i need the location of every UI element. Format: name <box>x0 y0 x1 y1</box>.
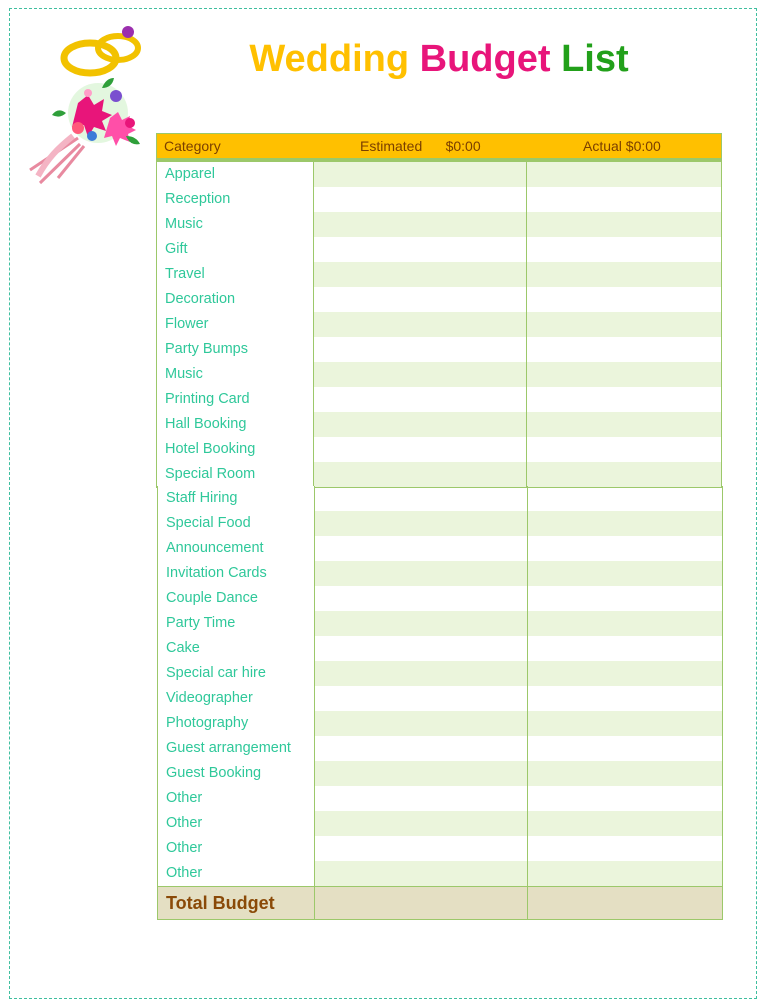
total-actual-cell[interactable] <box>528 887 722 919</box>
category-label: Apparel <box>157 162 314 187</box>
title-word-list: List <box>561 38 629 80</box>
category-label: Guest Booking <box>158 761 315 786</box>
table-row <box>157 362 721 387</box>
budget-table-part1 <box>156 133 722 488</box>
table-row <box>158 611 722 636</box>
table-row <box>158 786 722 811</box>
table-row <box>157 437 721 462</box>
actual-cell[interactable] <box>527 462 721 487</box>
category-label: Photography <box>158 711 315 736</box>
estimated-cell[interactable] <box>314 287 527 312</box>
estimated-cell[interactable] <box>314 212 527 237</box>
actual-cell[interactable] <box>528 561 722 586</box>
category-label: Staff Hiring <box>158 486 315 511</box>
title-word-wedding: Wedding <box>249 38 410 80</box>
category-label: Decoration <box>157 287 314 312</box>
actual-cell[interactable] <box>528 586 722 611</box>
table-rows-part1 <box>157 162 721 488</box>
category-label: Travel <box>157 262 314 287</box>
category-label: Gift <box>157 237 314 262</box>
actual-cell[interactable] <box>527 287 721 312</box>
actual-cell[interactable] <box>527 262 721 287</box>
actual-cell[interactable] <box>527 187 721 212</box>
total-label: Total Budget <box>158 887 315 919</box>
total-estimated-cell[interactable] <box>315 887 528 919</box>
estimated-cell[interactable] <box>315 836 528 861</box>
table-row <box>157 412 721 437</box>
table-row <box>158 636 722 661</box>
estimated-cell[interactable] <box>314 437 527 462</box>
wedding-rings-bouquet-icon <box>18 18 148 188</box>
actual-cell[interactable] <box>527 312 721 337</box>
actual-cell[interactable] <box>528 761 722 786</box>
estimated-cell[interactable] <box>315 861 528 886</box>
table-row <box>158 861 722 886</box>
category-label: Flower <box>157 312 314 337</box>
estimated-cell[interactable] <box>315 686 528 711</box>
estimated-cell[interactable] <box>315 561 528 586</box>
actual-cell[interactable] <box>528 686 722 711</box>
estimated-cell[interactable] <box>314 262 527 287</box>
actual-cell[interactable] <box>527 162 721 187</box>
estimated-cell[interactable] <box>315 536 528 561</box>
actual-cell[interactable] <box>528 786 722 811</box>
actual-cell[interactable] <box>528 711 722 736</box>
category-label: Printing Card <box>157 387 314 412</box>
table-row <box>157 237 721 262</box>
actual-cell[interactable] <box>527 237 721 262</box>
category-label: Music <box>157 212 314 237</box>
total-row <box>158 886 722 920</box>
actual-cell[interactable] <box>527 337 721 362</box>
category-label: Music <box>157 362 314 387</box>
estimated-cell[interactable] <box>315 711 528 736</box>
table-row <box>158 586 722 611</box>
estimated-cell[interactable] <box>315 736 528 761</box>
category-label: Other <box>158 811 315 836</box>
header-estimated: Estimated $0:00 <box>360 138 481 154</box>
table-row <box>158 836 722 861</box>
estimated-cell[interactable] <box>315 811 528 836</box>
category-label: Cake <box>158 636 315 661</box>
actual-cell[interactable] <box>528 736 722 761</box>
table-row <box>157 337 721 362</box>
table-row <box>157 462 721 488</box>
estimated-cell[interactable] <box>315 511 528 536</box>
table-row <box>158 561 722 586</box>
table-row <box>158 811 722 836</box>
estimated-cell[interactable] <box>314 237 527 262</box>
table-row <box>158 761 722 786</box>
estimated-cell[interactable] <box>314 187 527 212</box>
estimated-cell[interactable] <box>315 661 528 686</box>
actual-cell[interactable] <box>527 437 721 462</box>
actual-cell[interactable] <box>527 212 721 237</box>
category-label: Hotel Booking <box>157 437 314 462</box>
category-label: Special car hire <box>158 661 315 686</box>
estimated-cell[interactable] <box>315 761 528 786</box>
category-label: Guest arrangement <box>158 736 315 761</box>
estimated-cell[interactable] <box>314 337 527 362</box>
actual-cell[interactable] <box>528 811 722 836</box>
actual-cell[interactable] <box>528 536 722 561</box>
estimated-cell[interactable] <box>314 387 527 412</box>
category-label: Other <box>158 786 315 811</box>
estimated-cell[interactable] <box>315 586 528 611</box>
actual-cell[interactable] <box>528 636 722 661</box>
actual-cell[interactable] <box>528 511 722 536</box>
table-row <box>157 187 721 212</box>
table-row <box>158 736 722 761</box>
title-word-budget: Budget <box>419 38 551 80</box>
table-row <box>158 511 722 536</box>
category-label: Party Bumps <box>157 337 314 362</box>
actual-cell[interactable] <box>527 362 721 387</box>
table-row <box>158 661 722 686</box>
table-row <box>158 486 722 511</box>
table-row <box>158 686 722 711</box>
estimated-cell[interactable] <box>315 611 528 636</box>
estimated-cell[interactable] <box>315 786 528 811</box>
category-label: Other <box>158 861 315 886</box>
page-title <box>156 38 722 81</box>
category-label: Special Room <box>157 462 314 487</box>
table-row <box>157 287 721 312</box>
table-row <box>157 262 721 287</box>
table-row <box>157 387 721 412</box>
category-label: Videographer <box>158 686 315 711</box>
table-row <box>157 312 721 337</box>
actual-cell[interactable] <box>528 836 722 861</box>
table-header <box>157 134 721 162</box>
header-category: Category <box>164 138 221 154</box>
table-row <box>158 536 722 561</box>
estimated-cell[interactable] <box>315 486 528 511</box>
category-label: Reception <box>157 187 314 212</box>
category-label: Announcement <box>158 536 315 561</box>
table-row <box>157 162 721 187</box>
category-label: Couple Dance <box>158 586 315 611</box>
estimated-cell[interactable] <box>314 412 527 437</box>
actual-cell[interactable] <box>527 412 721 437</box>
estimated-cell[interactable] <box>315 636 528 661</box>
estimated-cell[interactable] <box>314 162 527 187</box>
table-rows-part2 <box>158 486 722 886</box>
table-row <box>157 212 721 237</box>
table-row <box>158 711 722 736</box>
actual-cell[interactable] <box>528 486 722 511</box>
header-actual: Actual $0:00 <box>583 138 661 154</box>
estimated-cell[interactable] <box>314 362 527 387</box>
category-label: Hall Booking <box>157 412 314 437</box>
estimated-cell[interactable] <box>314 312 527 337</box>
actual-cell[interactable] <box>528 661 722 686</box>
category-label: Other <box>158 836 315 861</box>
actual-cell[interactable] <box>528 611 722 636</box>
actual-cell[interactable] <box>528 861 722 886</box>
estimated-cell[interactable] <box>314 462 527 487</box>
actual-cell[interactable] <box>527 387 721 412</box>
budget-table-part2 <box>157 486 723 920</box>
category-label: Special Food <box>158 511 315 536</box>
category-label: Invitation Cards <box>158 561 315 586</box>
category-label: Party Time <box>158 611 315 636</box>
